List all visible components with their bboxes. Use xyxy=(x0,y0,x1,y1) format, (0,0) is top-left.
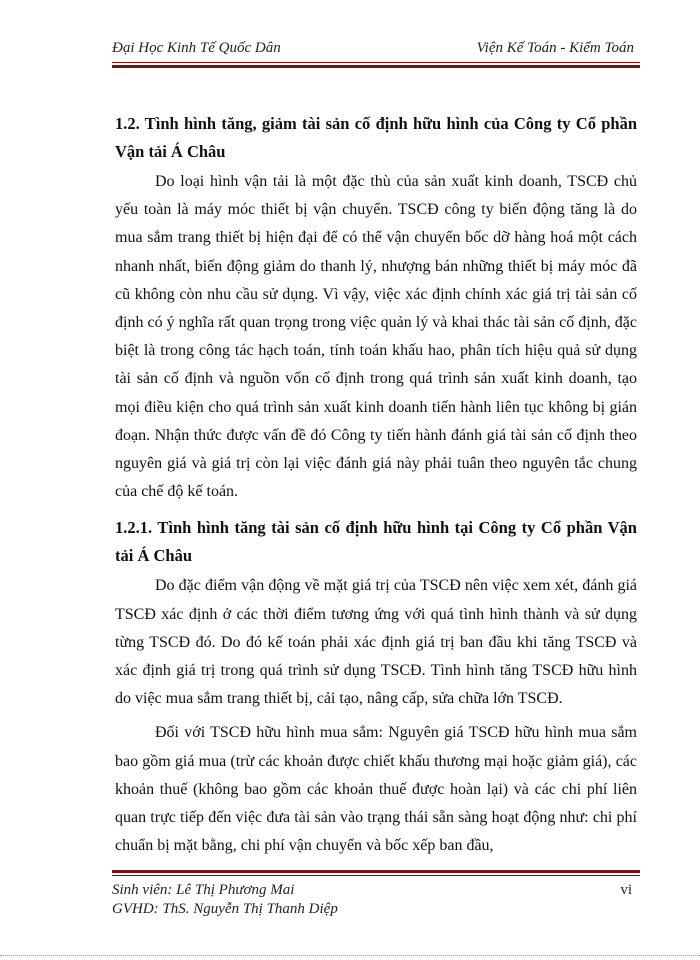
section-1-2-1-paragraph-2: Đối với TSCĐ hữu hình mua sắm: Nguyên giá TSCĐ hữu hình mua sắm bao gồm giá mua (trừ các khoản được chiết khấu thương mại hoặc giảm giá), các khoản thuế (không bao gồm các khoản thuế được hoàn lại) và các chi phí liên quan trực tiếp đến việc đưa tài sản vào trạng thái sẵn sàng hoạt động như: chi phí chuẩn bị mặt bằng, chi phí vận chuyển và bốc xếp ban đầu, xyxy=(115,724,637,855)
header-rule-thin xyxy=(112,62,640,63)
header-rule-thick xyxy=(112,65,640,68)
section-1-2-1-paragraph-1: Do đặc điểm vận động về mặt giá trị của TSCĐ nên việc xem xét, đánh giá TSCĐ xác định ở các thời điểm tương ứng với quá tình hình thành và sử dụng từng TSCĐ đó. Do đó kế toán phải xác định giá trị ban đầu khi tăng TSCĐ và xác định giá trị trong quá trình sử dụng TSCĐ. Tình hình tăng TSCĐ hữu hình do việc mua sắm trang thiết bị, cải tạo, nâng cấp, sửa chữa lớn TSCĐ. xyxy=(115,577,637,708)
footer-rule-thin xyxy=(112,875,640,876)
page-bottom-dotted-line xyxy=(0,955,700,956)
section-1-2-title: 1.2. Tình hình tăng, giảm tài sản cố định hữu hình của Công ty Cổ phần Vận tải Á Châu xyxy=(115,114,637,161)
footer-student: Sinh viên: Lê Thị Phương Mai xyxy=(112,882,295,898)
footer-advisor: GVHD: ThS. Nguyễn Thị Thanh Diệp xyxy=(112,901,338,917)
page-content xyxy=(115,110,637,860)
section-1-2-1-title: 1.2.1. Tình hình tăng tài sản cố định hữu hình tại Công ty Cổ phần Vận tải Á Châu xyxy=(115,518,637,566)
footer-rule-thick xyxy=(112,870,640,873)
header-institute: Viện Kế Toán - Kiểm Toán xyxy=(476,40,634,56)
header-university: Đại Học Kinh Tế Quốc Dân xyxy=(112,40,281,56)
section-1-2-paragraph: Do loại hình vận tải là một đặc thù của sản xuất kinh doanh, TSCĐ chủ yếu toàn là máy móc thiết bị vận chuyển. TSCĐ công ty biến động tăng là do mua sắm trang thiết bị hiện đại để có thể vận chuyển bốc dỡ hàng hoá một cách nhanh nhất, biến động giảm do thanh lý, nhượng bán những thiết bị máy móc đã cũ không còn nhu cầu sử dụng. Vì vậy, việc xác định chính xác giá trị tài sản cố định có ý nghĩa rất quan trọng trong việc quản lý và khai thác tài sản cố định, đặc biệt là trong công tác hạch toán, tính toán khấu hao, phân tích hiệu quả sử dụng tài sản cố định và nguồn vốn cố định trong quá trình sản xuất kinh doanh, tạo mọi điều kiện cho quá trình sản xuất kinh doanh tiến hành liên tục không bị gián đoạn. Nhận thức được vấn đề đó Công ty tiến hành đánh giá tài sản cố định theo nguyên giá và giá trị còn lại việc đánh giá này phải tuân theo nguyên tắc chung của chế độ kế toán. xyxy=(115,173,637,501)
page-number: vi xyxy=(620,882,632,898)
